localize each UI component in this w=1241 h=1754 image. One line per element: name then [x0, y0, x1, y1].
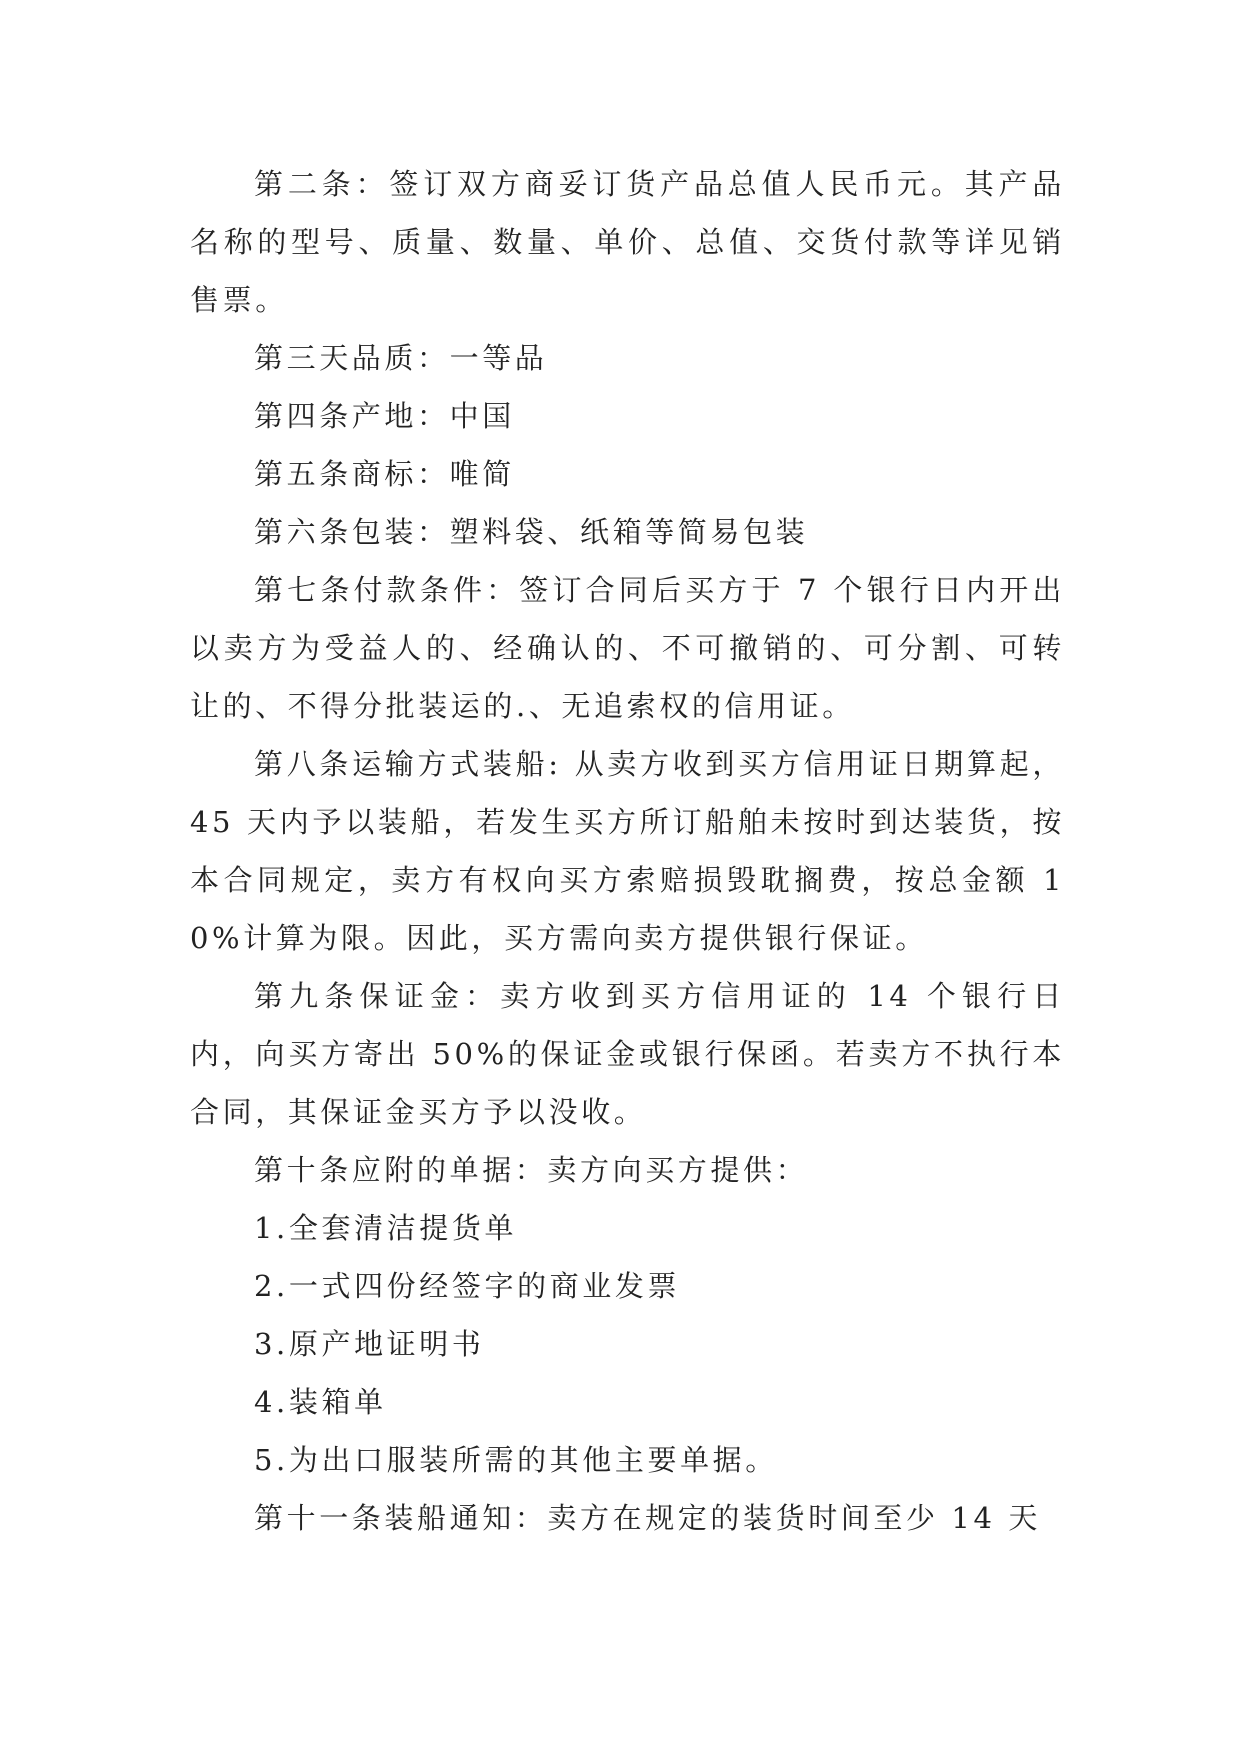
contract-body	[190, 155, 1065, 1547]
clause-5-trademark: 第五条商标：唯简	[254, 457, 515, 491]
document-item-2: 2.一式四份经签字的商业发票	[254, 1269, 681, 1303]
document-item-3: 3.原产地证明书	[254, 1327, 485, 1361]
clause-7-payment-terms: 第七条付款条件：签订合同后买方于 7 个银行日内开出以卖方为受益人的、经确认的、不可撤销的、可分割、可转让的、不得分批装运的.、无追索权的信用证。	[190, 573, 1065, 723]
clause-3-quality: 第三天品质：一等品	[254, 341, 548, 375]
clause-4-origin: 第四条产地：中国	[254, 399, 515, 433]
clause-11-shipping-notice: 第十一条装船通知：卖方在规定的装货时间至少 14 天	[254, 1501, 1041, 1535]
clause-2-total-value: 第二条：签订双方商妥订货产品总值人民币元。其产品名称的型号、质量、数量、单价、总值、交货付款等详见销售票。	[190, 167, 1065, 317]
clause-8-shipment: 第八条运输方式装船: 从卖方收到买方信用证日期算起，45 天内予以装船，若发生买方所订船舶未按时到达装货，按本合同规定，卖方有权向买方索赔损毁耽搁费，按总金额 10%计算为限。因此，买方需向卖方提供银行保证。	[190, 747, 1065, 955]
clause-6-packaging: 第六条包装：塑料袋、纸箱等简易包装	[254, 515, 809, 549]
clause-10-documents: 第十条应附的单据：卖方向买方提供：	[254, 1153, 809, 1187]
document-item-5: 5.为出口服装所需的其他主要单据。	[254, 1443, 778, 1477]
document-item-1: 1.全套清洁提货单	[254, 1211, 518, 1245]
clause-9-deposit: 第九条保证金：卖方收到买方信用证的 14 个银行日内，向买方寄出 50%的保证金或银行保函。若卖方不执行本合同，其保证金买方予以没收。	[190, 979, 1065, 1129]
document-item-4: 4.装箱单	[254, 1385, 387, 1419]
